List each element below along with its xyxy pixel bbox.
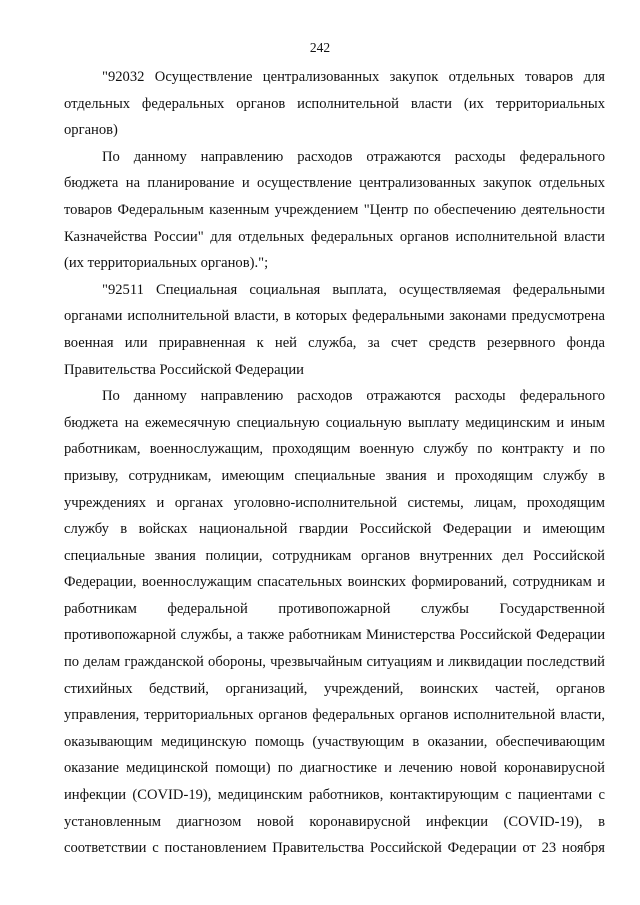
paragraph bbox=[64, 144, 605, 277]
paragraph bbox=[64, 64, 605, 144]
text-line: отдельных федеральных органов исполнительной власти (их территориальных bbox=[64, 95, 605, 112]
text-line: по делам гражданской обороны, чрезвычайным ситуациям и ликвидации последствий bbox=[64, 654, 605, 671]
page-number: 242 bbox=[309, 40, 331, 55]
text-line: Казначейства России" для отдельных федеральных органов исполнительной власти bbox=[64, 228, 605, 245]
text-line: оказывающим медицинскую помощь (участвующим в оказании, обеспечивающим bbox=[64, 733, 605, 750]
paragraph bbox=[64, 383, 605, 862]
text-line: призыву, сотрудникам, имеющим специальные звания и проходящим службу в bbox=[64, 467, 605, 484]
text-line: управления, территориальных органов федеральных органов исполнительной власти, bbox=[64, 707, 605, 724]
text-line: соответствии с постановлением Правительства Российской Федерации от 23 ноября bbox=[64, 840, 605, 857]
text-line: (их территориальных органов)."; bbox=[64, 255, 269, 272]
text-line: установленным диагнозом новой коронавирусной инфекции (COVID-19), в bbox=[64, 813, 605, 830]
text-line: противопожарной службы, а также работникам Министерства Российской Федерации bbox=[64, 627, 605, 644]
text-line: органами исполнительной власти, в которых федеральными законами предусмотрена bbox=[64, 308, 605, 325]
text-line: По данному направлению расходов отражаются расходы федерального bbox=[102, 148, 605, 165]
text-line: бюджета на планирование и осуществление централизованных закупок отдельных bbox=[64, 175, 605, 192]
text-line: "92511 Специальная социальная выплата, осуществляемая федеральными bbox=[102, 281, 605, 298]
text-line: стихийных бедствий, организаций, учреждений, воинских частей, органов bbox=[64, 680, 605, 697]
text-line: учреждениях и органах уголовно-исполнительной системы, лицам, проходящим bbox=[64, 494, 605, 511]
text-line: работникам федеральной противопожарной службы Государственной bbox=[64, 600, 605, 617]
text-line: Правительства Российской Федерации bbox=[64, 361, 304, 378]
document-body bbox=[64, 64, 605, 862]
paragraph bbox=[64, 277, 605, 383]
text-line: инфекции (COVID-19), медицинским работников, контактирующим с пациентами с bbox=[64, 787, 605, 804]
text-line: Федерации, военнослужащим спасательных воинских формирований, сотрудникам и bbox=[64, 574, 605, 591]
text-line: "92032 Осуществление централизованных закупок отдельных товаров для bbox=[102, 69, 605, 85]
text-line: оказание медицинской помощи) по диагностике и лечению новой коронавирусной bbox=[64, 760, 605, 777]
text-line: службу в войсках национальной гвардии Российской Федерации и имеющим bbox=[64, 521, 605, 538]
text-line: товаров Федеральным казенным учреждением "Центр по обеспечению деятельности bbox=[64, 201, 605, 218]
text-line: органов) bbox=[64, 122, 118, 139]
text-line: военная или приравненная к ней служба, за счет средств резервного фонда bbox=[64, 334, 605, 351]
text-line: бюджета на ежемесячную специальную социальную выплату медицинским и иным bbox=[64, 414, 605, 431]
text-line: По данному направлению расходов отражаются расходы федерального bbox=[102, 388, 605, 405]
text-line: работникам, военнослужащим, проходящим военную службу по контракту и по bbox=[64, 441, 605, 458]
text-line: специальные звания полиции, сотрудникам органов внутренних дел Российской bbox=[64, 547, 605, 564]
